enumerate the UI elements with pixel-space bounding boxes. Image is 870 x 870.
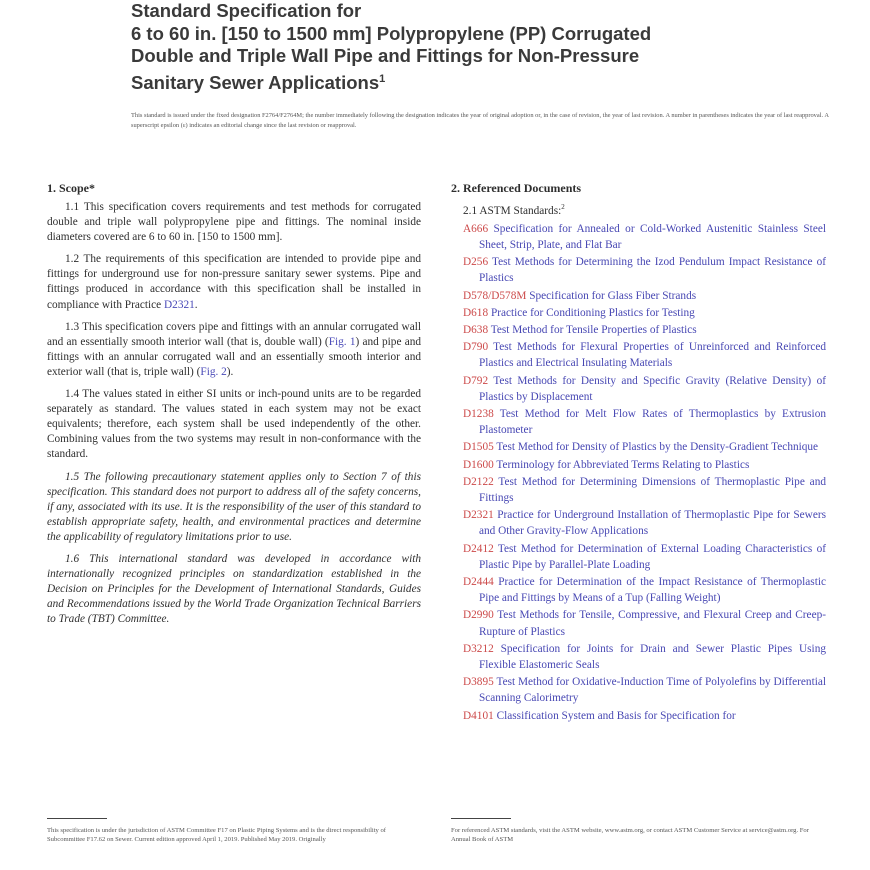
reference-title[interactable]: Practice for Underground Installation of Thermoplastic Pipe for Sewers and Other Gravity-Flow Applications bbox=[479, 509, 826, 538]
title-line: Double and Triple Wall Pipe and Fittings for Non-Pressure bbox=[131, 45, 640, 66]
reference-link[interactable]: D2321 bbox=[164, 298, 195, 311]
title-line-text: Sanitary Sewer Applications bbox=[131, 71, 380, 93]
reference-code[interactable]: D790 bbox=[463, 341, 489, 354]
reference-item[interactable] bbox=[463, 221, 826, 253]
reference-title[interactable]: Test Method for Melt Flow Rates of Thermoplastics by Extrusion Plastometer bbox=[479, 408, 826, 437]
reference-item[interactable] bbox=[463, 607, 826, 639]
reference-code[interactable]: A666 bbox=[463, 222, 489, 235]
referenced-documents-column bbox=[451, 180, 826, 725]
section-title-referenced-documents: 2. Referenced Documents bbox=[451, 181, 582, 195]
reference-item[interactable] bbox=[463, 541, 826, 573]
reference-title[interactable]: Test Methods for Density and Specific Gravity (Relative Density) of Plastics by Displacement bbox=[479, 374, 826, 403]
reference-title[interactable]: Specification for Glass Fiber Strands bbox=[529, 289, 697, 302]
reference-code[interactable]: D638 bbox=[463, 323, 489, 336]
reference-title[interactable]: Practice for Conditioning Plastics for Testing bbox=[490, 306, 695, 319]
reference-code[interactable]: D792 bbox=[463, 374, 489, 387]
reference-item[interactable] bbox=[463, 439, 826, 455]
designation-note: This standard is issued under the fixed designation F2764/F2764M; the number immediately following the designation indicates the year of original adoption or, in the case of revision, the year of last revision. A number in parentheses indicates the year of last reapproval. A superscript epsilon (ε) indicates an editorial change since the last revision or reapproval. bbox=[131, 112, 829, 129]
reference-item[interactable] bbox=[463, 322, 826, 338]
title-footnote-mark: 1 bbox=[379, 72, 386, 85]
reference-code[interactable]: D256 bbox=[463, 256, 489, 269]
reference-code[interactable]: D4101 bbox=[463, 709, 494, 722]
reference-title[interactable]: Classification System and Basis for Specification for bbox=[496, 709, 736, 722]
reference-code[interactable]: D2444 bbox=[463, 576, 494, 589]
reference-code[interactable]: D3212 bbox=[463, 642, 494, 655]
scope-paragraph: 1.3 This specification covers pipe and fittings with an annular corrugated wall and an essentially smooth interior wall (that is, double wall) (Fig. 1) and pipe and fittings with an annular corrugated wall and an essentially smooth interior and exterior wall (that is, triple wall) (Fig. 2). bbox=[47, 320, 422, 378]
title-line: Standard Specification for bbox=[131, 0, 362, 21]
section-title-scope: 1. Scope* bbox=[47, 181, 95, 195]
footnote-divider bbox=[47, 818, 107, 819]
reference-title[interactable]: Terminology for Abbreviated Terms Relating to Plastics bbox=[496, 458, 750, 471]
reference-item[interactable] bbox=[463, 674, 826, 706]
reference-title[interactable]: Specification for Joints for Drain and Sewer Plastic Pipes Using Flexible Elastomeric Seals bbox=[479, 642, 826, 672]
reference-code[interactable]: D578/D578M bbox=[463, 289, 527, 302]
reference-title[interactable]: Test Method for Tensile Properties of Plastics bbox=[490, 323, 697, 336]
reference-item[interactable] bbox=[463, 507, 826, 539]
title-line bbox=[131, 68, 771, 95]
reference-item[interactable] bbox=[463, 474, 826, 506]
document-title bbox=[131, 0, 771, 94]
footnote-right: For referenced ASTM standards, visit the ASTM website, www.astm.org, or contact ASTM Customer Service at service@astm.org. For Annual Book of ASTM bbox=[451, 827, 809, 844]
reference-code[interactable]: D618 bbox=[463, 306, 489, 319]
scope-paragraph: 1.5 The following precautionary statement applies only to Section 7 of this specification. This standard does not purport to address all of the safety concerns, if any, associated with its use. It is the responsibility of the user of this standard to establish appropriate safety, health, and environmental practices and determine the applicability of regulatory limitations prior to use. bbox=[47, 470, 421, 543]
reference-list bbox=[451, 221, 826, 724]
reference-code[interactable]: D2990 bbox=[463, 609, 494, 622]
reference-title[interactable]: Test Method for Density of Plastics by the Density-Gradient Technique bbox=[496, 441, 819, 454]
reference-item[interactable] bbox=[463, 373, 826, 405]
scope-paragraph: 1.1 This specification covers requirements and test methods for corrugated double and triple wall polypropylene pipe and fittings. The nominal inside diameters covered are 6 to 60 in. [150 to 1500 mm]. bbox=[47, 201, 421, 244]
reference-code[interactable]: D2412 bbox=[463, 542, 494, 555]
footnote-divider bbox=[451, 818, 511, 819]
scope-paragraph: 1.2 The requirements of this specification are intended to provide pipe and fittings for underground use for non-pressure sanitary sewer systems. Pipe and fittings produced in accordance with this specification shall be installed in compliance with Practice D2321. bbox=[47, 253, 421, 311]
title-line: 6 to 60 in. [150 to 1500 mm] Polypropylene (PP) Corrugated bbox=[131, 22, 652, 44]
reference-item[interactable] bbox=[463, 708, 826, 724]
reference-item[interactable] bbox=[463, 457, 826, 473]
reference-title[interactable]: Test Method for Determination of External Loading Characteristics of Plastic Pipe by Parallel-Plate Loading bbox=[479, 542, 826, 571]
reference-title[interactable]: Test Method for Determining Dimensions of Thermoplastic Pipe and Fittings bbox=[479, 475, 826, 505]
reference-item[interactable] bbox=[463, 339, 826, 371]
scope-paragraph: 1.6 This international standard was developed in accordance with internationally recognized principles on standardization established in the Decision on Principles for the Development of International Standards, Guides and Recommendations issued by the World Trade Organization Technical Barriers to Trade (TBT) Committee. bbox=[47, 552, 421, 626]
scope-paragraph: 1.4 The values stated in either SI units or inch-pound units are to be regarded separately as standard. The values stated in each system may not be exact equivalents; therefore, each system shall be used independently of the other. Combining values from the two systems may result in non-conformance with the standard. bbox=[47, 388, 421, 461]
reference-item[interactable] bbox=[463, 305, 826, 321]
reference-code[interactable]: D2321 bbox=[463, 509, 494, 522]
reference-item[interactable] bbox=[463, 574, 826, 606]
reference-code[interactable]: D1238 bbox=[463, 408, 494, 420]
scope-column bbox=[47, 180, 421, 634]
reference-title[interactable]: Specification for Annealed or Cold-Worked Austenitic Stainless Steel Sheet, Strip, Plate, and Flat Bar bbox=[479, 222, 826, 251]
reference-title[interactable]: Test Methods for Flexural Properties of Unreinforced and Reinforced Plastics and Electrical Insulating Materials bbox=[479, 341, 827, 370]
footnote-left: This specification is under the jurisdiction of ASTM Committee F17 on Plastic Piping Systems and is the direct responsibility of Subcommittee F17.62 on Sewer. Current edition approved April 1, 2019. Published May 2019. Originally bbox=[47, 827, 386, 844]
reference-item[interactable] bbox=[463, 254, 826, 286]
reference-code[interactable]: D3895 bbox=[463, 676, 494, 689]
reference-code[interactable]: D2122 bbox=[463, 475, 494, 488]
reference-item[interactable] bbox=[463, 641, 826, 673]
figure-link[interactable]: Fig. 1 bbox=[328, 335, 356, 348]
subsection-astm-standards: 2.1 ASTM Standards:$^2$ bbox=[463, 203, 565, 217]
reference-title[interactable]: Test Methods for Determining the Izod Pendulum Impact Resistance of Plastics bbox=[479, 256, 826, 285]
reference-item[interactable] bbox=[463, 288, 826, 304]
reference-title[interactable]: Test Method for Oxidative-Induction Time of Polyolefins by Differential Scanning Calorimetry bbox=[479, 676, 826, 705]
figure-link[interactable]: Fig. 2 bbox=[200, 365, 227, 378]
reference-title[interactable]: Test Methods for Tensile, Compressive, and Flexural Creep and Creep-Rupture of Plastics bbox=[479, 609, 826, 638]
reference-code[interactable]: D1505 bbox=[463, 441, 494, 454]
reference-title[interactable]: Practice for Determination of the Impact Resistance of Thermoplastic Pipe and Fittings by Means of a Tup (Falling Weight) bbox=[479, 576, 826, 605]
reference-code[interactable]: D1600 bbox=[463, 458, 494, 471]
reference-item[interactable] bbox=[463, 406, 826, 438]
